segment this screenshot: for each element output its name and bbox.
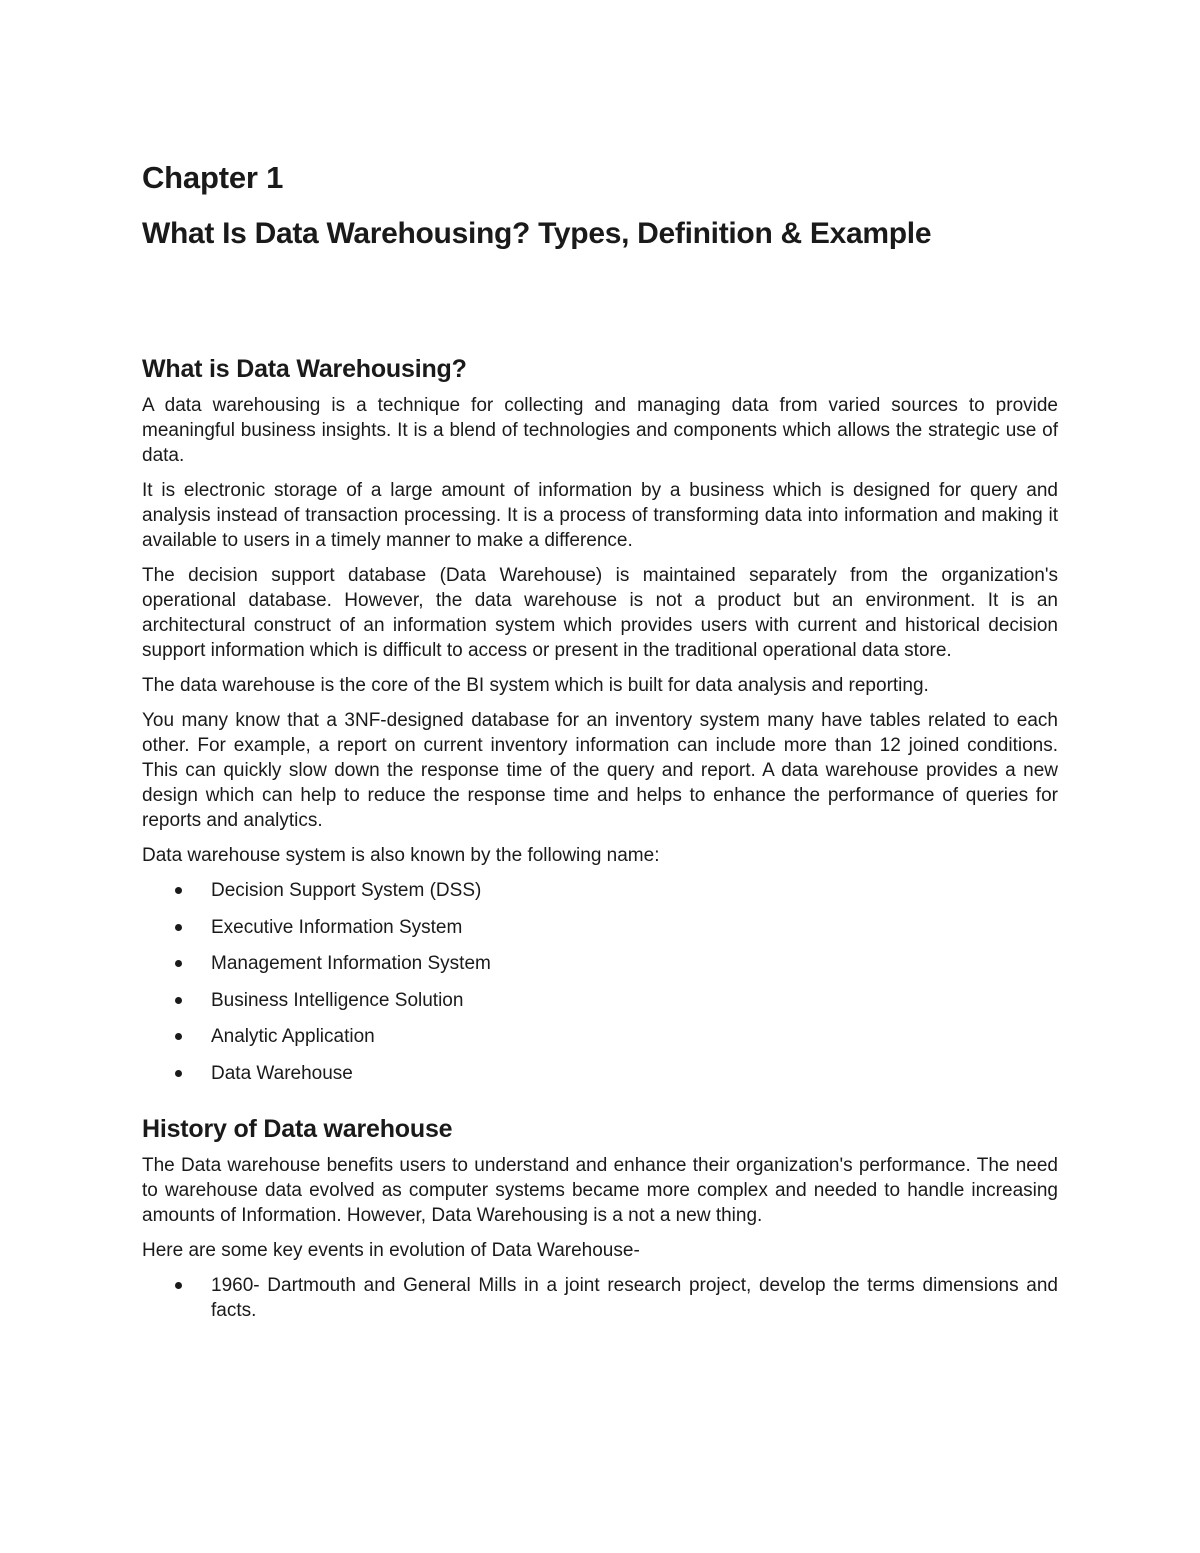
bullet-icon: [175, 924, 182, 931]
history-events-list: [142, 1273, 1058, 1323]
list-item-text: Business Intelligence Solution: [211, 989, 464, 1011]
chapter-label: Chapter 1: [142, 160, 284, 195]
paragraph: It is electronic storage of a large amount of information by a business which is designed for query and analysis instead of transaction processing. It is a process of transforming data into information and making it available to users in a timely manner to make a difference.: [142, 480, 1058, 551]
list-item-text: Decision Support System (DSS): [211, 880, 482, 901]
list-item-text: Analytic Application: [211, 1026, 375, 1047]
section-heading-history: History of Data warehouse: [142, 1115, 453, 1143]
spacer: [142, 1097, 1058, 1113]
paragraph: The decision support database (Data Warehouse) is maintained separately from the organization's operational database. However, the data warehouse is not a product but an environment. It is an architectural construct of an information system which provides users with current and historical decision support information which is difficult to access or present in the traditional operational data store.: [142, 565, 1058, 661]
paragraph: Here are some key events in evolution of Data Warehouse-: [142, 1240, 640, 1261]
document-title: What Is Data Warehousing? Types, Definition & Example: [142, 217, 932, 250]
paragraph: A data warehousing is a technique for collecting and managing data from varied sources to provide meaningful business insights. It is a blend of technologies and components which allows the strategic use of data.: [142, 395, 1058, 466]
alternate-names-list: [142, 878, 1058, 1086]
list-item: [142, 1273, 1058, 1323]
bullet-icon: [175, 1282, 182, 1289]
paragraph: You many know that a 3NF-designed database for an inventory system many have tables related to each other. For example, a report on current inventory information can include more than 12 joined conditions. This can quickly slow down the response time of the query and report. A data warehouse provides a new design which can help to reduce the response time and helps to enhance the performance of queries for reports and analytics.: [142, 710, 1058, 831]
list-item: [142, 1024, 1058, 1049]
section-heading-what-is-data-warehousing: What is Data Warehousing?: [142, 355, 467, 383]
bullet-icon: [175, 1070, 182, 1077]
document-page: [142, 158, 1058, 1335]
list-item: [142, 1061, 1058, 1086]
bullet-icon: [175, 1033, 182, 1040]
list-item-text: Management Information System: [211, 953, 491, 974]
list-item: [142, 915, 1058, 940]
bullet-icon: [175, 887, 182, 894]
list-item-text: Executive Information System: [211, 916, 463, 938]
list-item-text: 1960- Dartmouth and General Mills in a joint research project, develop the terms dimensions and facts.: [211, 1275, 1058, 1321]
list-item-text: Data Warehouse: [211, 1062, 353, 1084]
paragraph: The data warehouse is the core of the BI system which is built for data analysis and reporting.: [142, 675, 929, 696]
bullet-icon: [175, 997, 182, 1004]
paragraph: The Data warehouse benefits users to understand and enhance their organization's performance. The need to warehouse data evolved as computer systems became more complex and needed to handle increasing amounts of Information. However, Data Warehousing is a not a new thing.: [142, 1155, 1058, 1226]
list-item: [142, 951, 1058, 976]
list-item: [142, 878, 1058, 903]
bullet-icon: [175, 960, 182, 967]
list-item: [142, 988, 1058, 1013]
paragraph: Data warehouse system is also known by the following name:: [142, 845, 660, 866]
